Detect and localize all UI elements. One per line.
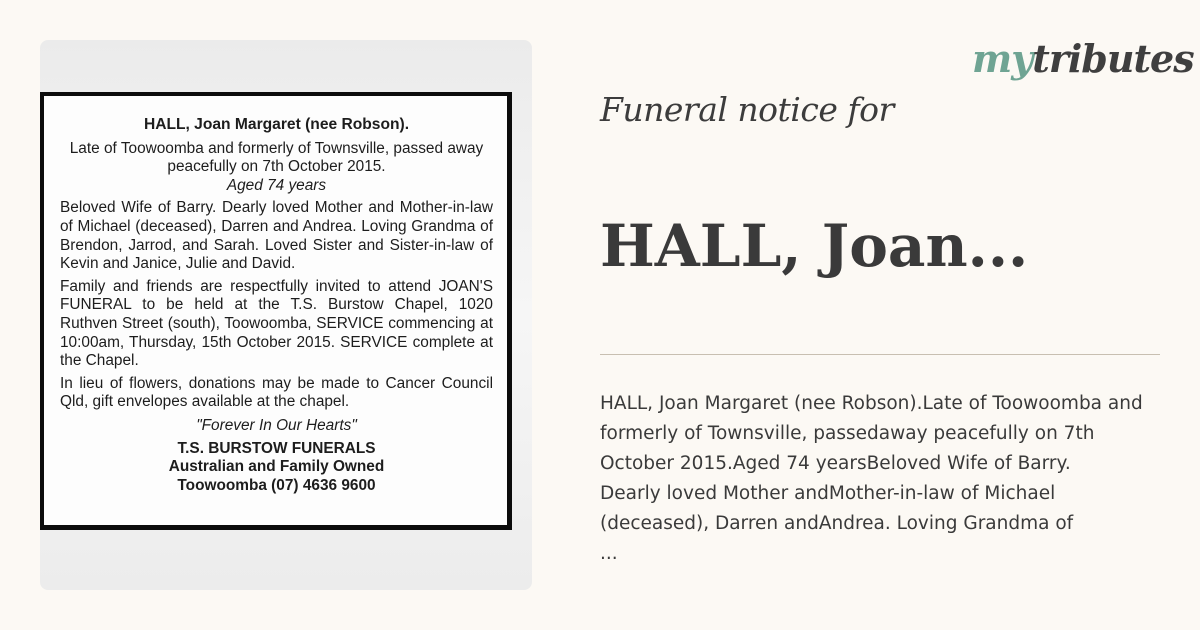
notice-excerpt: HALL, Joan Margaret (nee Robson).Late of Toowoomba and formerly of Townsville, passedaway peacefully on 7th October 2015.Aged 74 yearsBeloved Wife of Barry. Dearly loved Mother andMother-in-law of Michael (deceased), Darren andAndrea. Loving Grandma of bbox=[600, 393, 1143, 534]
notice-flowers: In lieu of flowers, donations may be made to Cancer Council Qld, gift envelopes available at the chapel. bbox=[60, 374, 493, 411]
notice-service: Family and friends are respectfully invited to attend JOAN'S FUNERAL to be held at the T.S. Burstow Chapel, 1020 Ruthven Street (south), Toowoomba, SERVICE commencing at 10:00am, Thursday, 15th October 2015. SERVICE complete at the Chapel. bbox=[60, 277, 493, 370]
funeral-director-tagline: Australian and Family Owned bbox=[168, 458, 385, 476]
page-eyebrow: Funeral notice for bbox=[600, 90, 894, 129]
notice-intro: Late of Toowoomba and formerly of Townsville, passed away peacefully on 7th October 2015. bbox=[69, 139, 484, 176]
logo-part-my: my bbox=[972, 36, 1033, 81]
logo-part-tributes: tributes bbox=[1032, 36, 1194, 81]
notice-family: Beloved Wife of Barry. Dearly loved Mother and Mother-in-law of Michael (deceased), Darren and Andrea. Loving Grandma of Brendon, Jarrod, and Sarah. Loved Sister and Sister-in-law of Kevin and Janice, Julie and David. bbox=[60, 199, 493, 273]
notice-age: Aged 74 years bbox=[226, 176, 327, 194]
funeral-director-name: T.S. BURSTOW FUNERALS bbox=[177, 439, 376, 457]
deceased-name-heading: HALL, Joan... bbox=[600, 212, 1029, 280]
notice-title: HALL, Joan Margaret (nee Robson). bbox=[143, 116, 410, 133]
notice-motto: "Forever In Our Hearts" bbox=[196, 416, 357, 434]
notice-clipping bbox=[40, 92, 512, 530]
excerpt-ellipsis: ... bbox=[600, 543, 618, 564]
mytributes-logo[interactable] bbox=[972, 36, 1194, 81]
funeral-director-phone: Toowoomba (07) 4636 9600 bbox=[177, 476, 376, 494]
divider bbox=[600, 354, 1160, 355]
notice-image-card bbox=[40, 40, 532, 590]
